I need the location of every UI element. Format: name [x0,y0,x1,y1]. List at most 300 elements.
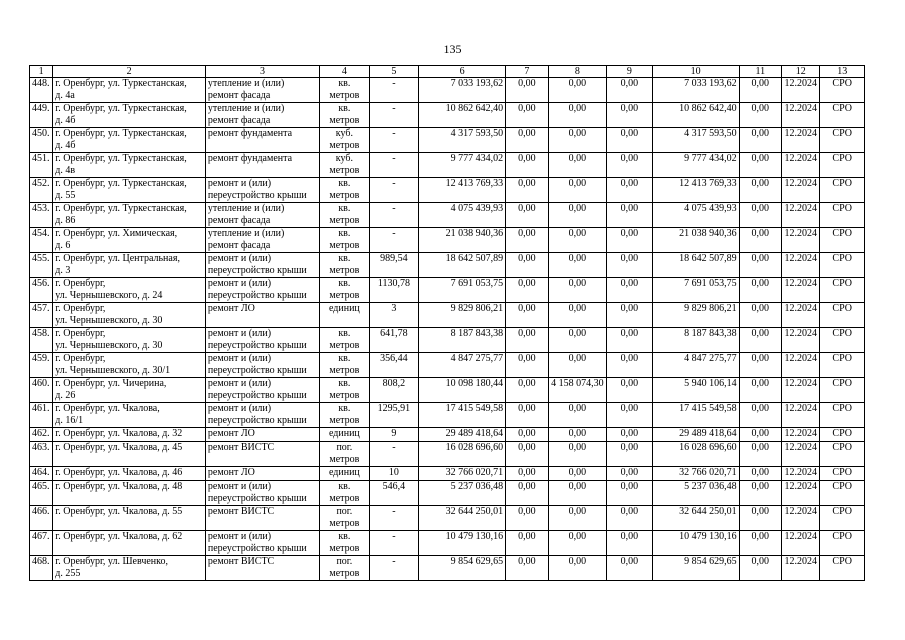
work-type-cell: ремонт и (или) переустройство крыши [205,253,319,278]
col10-cell: 4 075 439,93 [652,203,739,228]
col10-cell: 9 777 434,02 [652,153,739,178]
col7-cell: 0,00 [506,328,548,353]
address-cell: г. Оренбург, ул. Туркестанская, д. 86 [53,203,206,228]
col8-cell: 0,00 [548,128,607,153]
column-header: 6 [419,66,506,78]
unit-cell: пог. метров [320,506,370,531]
column-header: 13 [820,66,865,78]
address-cell: г. Оренбург, ул. Чкалова, д. 32 [53,428,206,442]
quantity-cell: - [369,178,419,203]
col9-cell: 0,00 [607,228,652,253]
col11-cell: 0,00 [739,428,781,442]
total-cost-cell: 29 489 418,64 [419,428,506,442]
total-cost-cell: 10 479 130,16 [419,531,506,556]
quantity-cell: - [369,531,419,556]
col9-cell: 0,00 [607,467,652,481]
work-type-cell: ремонт ЛО [205,428,319,442]
date-cell: 12.2024 [782,103,820,128]
quantity-cell: 1130,78 [369,278,419,303]
quantity-cell: 989,54 [369,253,419,278]
col8-cell: 0,00 [548,428,607,442]
quantity-cell: 10 [369,467,419,481]
col7-cell: 0,00 [506,467,548,481]
address-cell: г. Оренбург, ул. Чернышевского, д. 30 [53,328,206,353]
col8-cell: 0,00 [548,442,607,467]
date-cell: 12.2024 [782,481,820,506]
col8-cell: 0,00 [548,278,607,303]
total-cost-cell: 10 862 642,40 [419,103,506,128]
col8-cell: 0,00 [548,531,607,556]
date-cell: 12.2024 [782,506,820,531]
work-type-cell: утепление и (или) ремонт фасада [205,103,319,128]
col10-cell: 9 854 629,65 [652,556,739,581]
address-cell: г. Оренбург, ул. Чкалова, д. 62 [53,531,206,556]
table-row [30,328,865,353]
col11-cell: 0,00 [739,203,781,228]
row-number: 468. [30,556,53,581]
work-type-cell: ремонт и (или) переустройство крыши [205,403,319,428]
page-number: 135 [443,42,462,56]
col10-cell: 7 691 053,75 [652,278,739,303]
column-header: 4 [320,66,370,78]
address-cell: г. Оренбург, ул. Чернышевского, д. 30 [53,303,206,328]
method-cell: СРО [820,303,865,328]
col8-cell: 0,00 [548,78,607,103]
unit-cell: куб. метров [320,128,370,153]
column-header: 11 [739,66,781,78]
unit-cell: кв. метров [320,353,370,378]
col10-cell: 5 237 036,48 [652,481,739,506]
col7-cell: 0,00 [506,428,548,442]
row-number: 448. [30,78,53,103]
method-cell: СРО [820,228,865,253]
column-header: 3 [205,66,319,78]
col9-cell: 0,00 [607,153,652,178]
col7-cell: 0,00 [506,203,548,228]
col9-cell: 0,00 [607,328,652,353]
unit-cell: пог. метров [320,556,370,581]
address-cell: г. Оренбург, ул. Туркестанская, д. 55 [53,178,206,203]
row-number: 458. [30,328,53,353]
column-header: 10 [652,66,739,78]
col10-cell: 10 862 642,40 [652,103,739,128]
method-cell: СРО [820,328,865,353]
col8-cell: 0,00 [548,203,607,228]
quantity-cell: - [369,556,419,581]
quantity-cell: - [369,203,419,228]
col7-cell: 0,00 [506,178,548,203]
quantity-cell: 356,44 [369,353,419,378]
quantity-cell: 808,2 [369,378,419,403]
work-type-cell: ремонт и (или) переустройство крыши [205,378,319,403]
address-cell: г. Оренбург, ул. Туркестанская, д. 4б [53,128,206,153]
table-row [30,228,865,253]
quantity-cell: - [369,228,419,253]
method-cell: СРО [820,428,865,442]
date-cell: 12.2024 [782,531,820,556]
date-cell: 12.2024 [782,153,820,178]
col7-cell: 0,00 [506,128,548,153]
column-number-row [30,66,865,78]
table-row [30,303,865,328]
address-cell: г. Оренбург, ул. Чкалова, д. 55 [53,506,206,531]
method-cell: СРО [820,531,865,556]
method-cell: СРО [820,353,865,378]
method-cell: СРО [820,178,865,203]
date-cell: 12.2024 [782,403,820,428]
date-cell: 12.2024 [782,556,820,581]
col8-cell: 0,00 [548,556,607,581]
date-cell: 12.2024 [782,203,820,228]
address-cell: г. Оренбург, ул. Чкалова, д. 46 [53,467,206,481]
table-row [30,128,865,153]
col10-cell: 9 829 806,21 [652,303,739,328]
date-cell: 12.2024 [782,128,820,153]
method-cell: СРО [820,278,865,303]
table-row [30,467,865,481]
date-cell: 12.2024 [782,303,820,328]
total-cost-cell: 9 854 629,65 [419,556,506,581]
work-type-cell: ремонт и (или) переустройство крыши [205,328,319,353]
method-cell: СРО [820,128,865,153]
work-type-cell: ремонт фундамента [205,153,319,178]
col8-cell: 0,00 [548,506,607,531]
row-number: 457. [30,303,53,328]
address-cell: г. Оренбург, ул. Чернышевского, д. 24 [53,278,206,303]
date-cell: 12.2024 [782,253,820,278]
date-cell: 12.2024 [782,428,820,442]
col9-cell: 0,00 [607,506,652,531]
method-cell: СРО [820,103,865,128]
col8-cell: 0,00 [548,403,607,428]
work-type-cell: ремонт и (или) переустройство крыши [205,178,319,203]
total-cost-cell: 21 038 940,36 [419,228,506,253]
col11-cell: 0,00 [739,103,781,128]
method-cell: СРО [820,153,865,178]
col7-cell: 0,00 [506,303,548,328]
address-cell: г. Оренбург, ул. Туркестанская, д. 4а [53,78,206,103]
quantity-cell: - [369,103,419,128]
col9-cell: 0,00 [607,78,652,103]
unit-cell: кв. метров [320,403,370,428]
quantity-cell: 3 [369,303,419,328]
col7-cell: 0,00 [506,378,548,403]
col7-cell: 0,00 [506,228,548,253]
total-cost-cell: 7 033 193,62 [419,78,506,103]
method-cell: СРО [820,203,865,228]
col11-cell: 0,00 [739,506,781,531]
col11-cell: 0,00 [739,228,781,253]
date-cell: 12.2024 [782,353,820,378]
col11-cell: 0,00 [739,253,781,278]
work-type-cell: ремонт и (или) переустройство крыши [205,481,319,506]
col8-cell: 4 158 074,30 [548,378,607,403]
total-cost-cell: 4 847 275,77 [419,353,506,378]
quantity-cell: 9 [369,428,419,442]
col10-cell: 18 642 507,89 [652,253,739,278]
column-header: 7 [506,66,548,78]
date-cell: 12.2024 [782,442,820,467]
col9-cell: 0,00 [607,128,652,153]
table-row [30,531,865,556]
table-row [30,153,865,178]
row-number: 467. [30,531,53,556]
column-header: 12 [782,66,820,78]
total-cost-cell: 16 028 696,60 [419,442,506,467]
unit-cell: единиц [320,428,370,442]
col11-cell: 0,00 [739,153,781,178]
quantity-cell: - [369,153,419,178]
col10-cell: 12 413 769,33 [652,178,739,203]
col9-cell: 0,00 [607,103,652,128]
total-cost-cell: 9 829 806,21 [419,303,506,328]
work-type-cell: ремонт и (или) переустройство крыши [205,353,319,378]
col8-cell: 0,00 [548,228,607,253]
col9-cell: 0,00 [607,303,652,328]
row-number: 466. [30,506,53,531]
table-row [30,428,865,442]
table-row [30,203,865,228]
col10-cell: 21 038 940,36 [652,228,739,253]
method-cell: СРО [820,78,865,103]
total-cost-cell: 18 642 507,89 [419,253,506,278]
col7-cell: 0,00 [506,78,548,103]
total-cost-cell: 10 098 180,44 [419,378,506,403]
col8-cell: 0,00 [548,467,607,481]
row-number: 461. [30,403,53,428]
work-type-cell: утепление и (или) ремонт фасада [205,78,319,103]
method-cell: СРО [820,403,865,428]
unit-cell: кв. метров [320,253,370,278]
col10-cell: 4 847 275,77 [652,353,739,378]
work-type-cell: ремонт ЛО [205,467,319,481]
col9-cell: 0,00 [607,253,652,278]
date-cell: 12.2024 [782,378,820,403]
col9-cell: 0,00 [607,556,652,581]
col10-cell: 32 644 250,01 [652,506,739,531]
address-cell: г. Оренбург, ул. Центральная, д. 3 [53,253,206,278]
col9-cell: 0,00 [607,531,652,556]
row-number: 452. [30,178,53,203]
total-cost-cell: 8 187 843,38 [419,328,506,353]
method-cell: СРО [820,556,865,581]
col10-cell: 7 033 193,62 [652,78,739,103]
total-cost-cell: 32 766 020,71 [419,467,506,481]
col9-cell: 0,00 [607,203,652,228]
date-cell: 12.2024 [782,328,820,353]
date-cell: 12.2024 [782,467,820,481]
table-row [30,178,865,203]
unit-cell: куб. метров [320,153,370,178]
quantity-cell: - [369,506,419,531]
method-cell: СРО [820,467,865,481]
row-number: 465. [30,481,53,506]
column-header: 8 [548,66,607,78]
col11-cell: 0,00 [739,481,781,506]
col11-cell: 0,00 [739,531,781,556]
unit-cell: единиц [320,467,370,481]
col11-cell: 0,00 [739,178,781,203]
work-type-cell: утепление и (или) ремонт фасада [205,228,319,253]
col11-cell: 0,00 [739,128,781,153]
col7-cell: 0,00 [506,353,548,378]
col8-cell: 0,00 [548,481,607,506]
total-cost-cell: 4 075 439,93 [419,203,506,228]
work-type-cell: утепление и (или) ремонт фасада [205,203,319,228]
table-row [30,378,865,403]
col7-cell: 0,00 [506,531,548,556]
address-cell: г. Оренбург, ул. Чкалова, д. 45 [53,442,206,467]
row-number: 462. [30,428,53,442]
row-number: 454. [30,228,53,253]
col7-cell: 0,00 [506,442,548,467]
work-type-cell: ремонт ВИСТС [205,556,319,581]
row-number: 451. [30,153,53,178]
col8-cell: 0,00 [548,153,607,178]
unit-cell: кв. метров [320,531,370,556]
work-type-cell: ремонт фундамента [205,128,319,153]
col8-cell: 0,00 [548,353,607,378]
total-cost-cell: 12 413 769,33 [419,178,506,203]
row-number: 450. [30,128,53,153]
col10-cell: 10 479 130,16 [652,531,739,556]
col9-cell: 0,00 [607,442,652,467]
quantity-cell: - [369,78,419,103]
quantity-cell: 546,4 [369,481,419,506]
unit-cell: пог. метров [320,442,370,467]
date-cell: 12.2024 [782,278,820,303]
address-cell: г. Оренбург, ул. Шевченко, д. 255 [53,556,206,581]
work-type-cell: ремонт ЛО [205,303,319,328]
col11-cell: 0,00 [739,556,781,581]
col10-cell: 29 489 418,64 [652,428,739,442]
row-number: 463. [30,442,53,467]
method-cell: СРО [820,506,865,531]
unit-cell: кв. метров [320,228,370,253]
col10-cell: 8 187 843,38 [652,328,739,353]
table-row [30,442,865,467]
col9-cell: 0,00 [607,178,652,203]
col10-cell: 5 940 106,14 [652,378,739,403]
col7-cell: 0,00 [506,556,548,581]
col10-cell: 17 415 549,58 [652,403,739,428]
quantity-cell: - [369,128,419,153]
address-cell: г. Оренбург, ул. Химическая, д. 6 [53,228,206,253]
col9-cell: 0,00 [607,428,652,442]
method-cell: СРО [820,481,865,506]
col7-cell: 0,00 [506,506,548,531]
work-type-cell: ремонт ВИСТС [205,506,319,531]
quantity-cell: - [369,442,419,467]
table-row [30,253,865,278]
work-type-cell: ремонт и (или) переустройство крыши [205,278,319,303]
unit-cell: кв. метров [320,481,370,506]
col11-cell: 0,00 [739,378,781,403]
table-row [30,556,865,581]
col9-cell: 0,00 [607,353,652,378]
date-cell: 12.2024 [782,178,820,203]
unit-cell: кв. метров [320,78,370,103]
col10-cell: 4 317 593,50 [652,128,739,153]
total-cost-cell: 7 691 053,75 [419,278,506,303]
row-number: 456. [30,278,53,303]
total-cost-cell: 32 644 250,01 [419,506,506,531]
col10-cell: 32 766 020,71 [652,467,739,481]
row-number: 464. [30,467,53,481]
unit-cell: кв. метров [320,103,370,128]
row-number: 453. [30,203,53,228]
table-row [30,78,865,103]
address-cell: г. Оренбург, ул. Чичерина, д. 26 [53,378,206,403]
column-header: 2 [53,66,206,78]
row-number: 449. [30,103,53,128]
total-cost-cell: 17 415 549,58 [419,403,506,428]
table-row [30,353,865,378]
method-cell: СРО [820,442,865,467]
method-cell: СРО [820,378,865,403]
quantity-cell: 1295,91 [369,403,419,428]
col11-cell: 0,00 [739,328,781,353]
col7-cell: 0,00 [506,103,548,128]
col11-cell: 0,00 [739,467,781,481]
col8-cell: 0,00 [548,253,607,278]
col11-cell: 0,00 [739,78,781,103]
unit-cell: кв. метров [320,328,370,353]
quantity-cell: 641,78 [369,328,419,353]
total-cost-cell: 5 237 036,48 [419,481,506,506]
col11-cell: 0,00 [739,303,781,328]
address-cell: г. Оренбург, ул. Туркестанская, д. 4в [53,153,206,178]
column-header: 1 [30,66,53,78]
address-cell: г. Оренбург, ул. Чернышевского, д. 30/1 [53,353,206,378]
total-cost-cell: 9 777 434,02 [419,153,506,178]
work-type-cell: ремонт ВИСТС [205,442,319,467]
unit-cell: кв. метров [320,378,370,403]
column-header: 5 [369,66,419,78]
table-row [30,278,865,303]
col11-cell: 0,00 [739,278,781,303]
col9-cell: 0,00 [607,481,652,506]
col7-cell: 0,00 [506,403,548,428]
row-number: 460. [30,378,53,403]
table-row [30,403,865,428]
col11-cell: 0,00 [739,403,781,428]
col11-cell: 0,00 [739,442,781,467]
col7-cell: 0,00 [506,153,548,178]
address-cell: г. Оренбург, ул. Чкалова, д. 48 [53,481,206,506]
col7-cell: 0,00 [506,481,548,506]
col8-cell: 0,00 [548,103,607,128]
address-cell: г. Оренбург, ул. Туркестанская, д. 4б [53,103,206,128]
table-row [30,481,865,506]
col9-cell: 0,00 [607,378,652,403]
col8-cell: 0,00 [548,178,607,203]
col7-cell: 0,00 [506,253,548,278]
col10-cell: 16 028 696,60 [652,442,739,467]
col9-cell: 0,00 [607,403,652,428]
row-number: 455. [30,253,53,278]
method-cell: СРО [820,253,865,278]
table-row [30,103,865,128]
unit-cell: кв. метров [320,278,370,303]
date-cell: 12.2024 [782,228,820,253]
column-header: 9 [607,66,652,78]
col7-cell: 0,00 [506,278,548,303]
row-number: 459. [30,353,53,378]
table-row [30,506,865,531]
unit-cell: кв. метров [320,178,370,203]
col8-cell: 0,00 [548,303,607,328]
